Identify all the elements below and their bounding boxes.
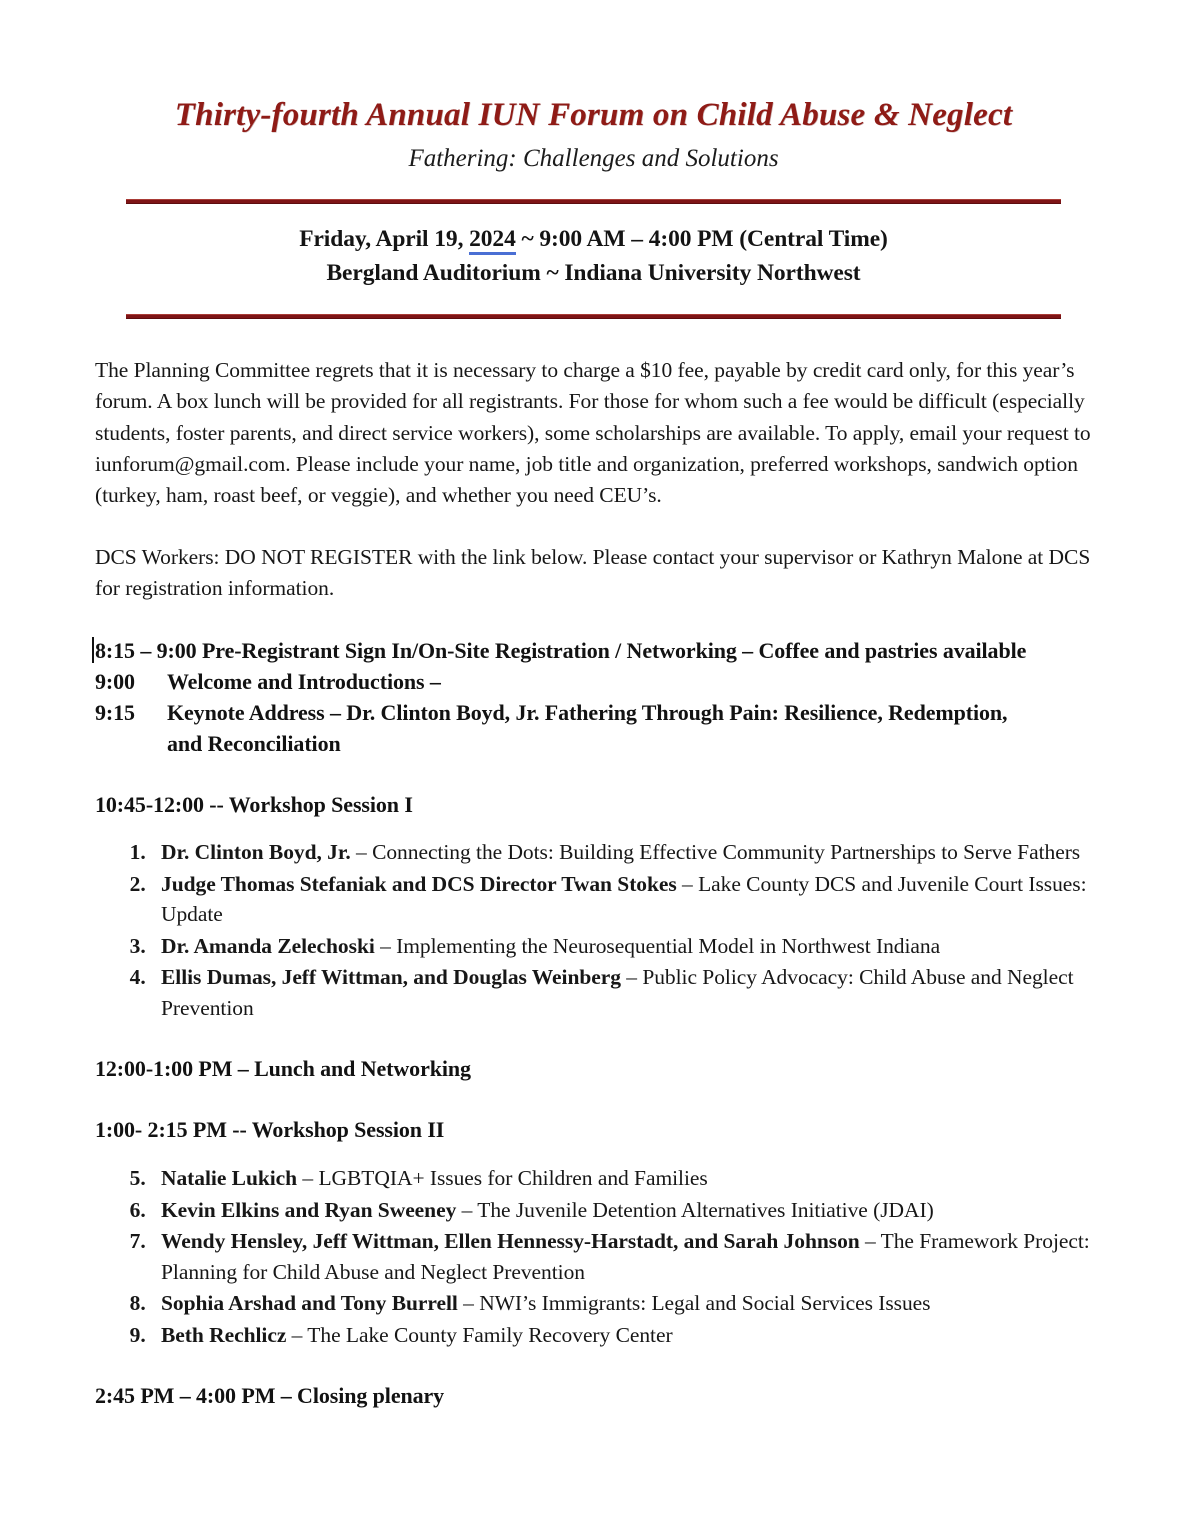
schedule-line-keynote (95, 697, 1095, 728)
page-title: Thirty-fourth Annual IUN Forum on Child Abuse & Neglect (174, 97, 1013, 133)
list-item (151, 1288, 1095, 1319)
workshop-topic: – Lake County DCS and Juvenile Court Issues: Update (161, 871, 1087, 927)
schedule-signin-text: Pre-Registrant Sign In/On-Site Registration / Networking – Coffee and pastries available (201, 637, 1027, 663)
workshop-topic: – NWI’s Immigrants: Legal and Social Services Issues (457, 1291, 931, 1316)
schedule-signin-time: 8:15 – 9:00 (95, 637, 197, 663)
workshop-topic: – The Framework Project: Planning for Child Abuse and Neglect Prevention (161, 1229, 1090, 1284)
closing-line: 2:45 PM – 4:00 PM – Closing plenary (95, 1383, 445, 1409)
event-details (0, 204, 1187, 292)
workshop-topic: – LGBTQIA+ Issues for Children and Families (297, 1166, 708, 1191)
schedule-keynote-time: 9:15 (95, 700, 135, 726)
list-item (151, 1226, 1095, 1287)
workshop-presenter: Judge Thomas Stefaniak and DCS Director Twan Stokes (161, 871, 677, 896)
list-item (151, 869, 1095, 930)
document-header (0, 0, 1187, 174)
workshop-presenter: Ellis Dumas, Jeff Wittman, and Douglas Weinberg (161, 965, 621, 990)
page-subtitle: Fathering: Challenges and Solutions (408, 145, 779, 173)
event-date-line (0, 223, 1187, 256)
session-heading-one: 10:45-12:00 -- Workshop Session I (95, 791, 413, 817)
list-item (151, 837, 1095, 868)
workshop-topic: – The Lake County Family Recovery Center (286, 1322, 673, 1347)
list-item (151, 931, 1095, 962)
workshop-presenter: Kevin Elkins and Ryan Sweeney (161, 1197, 457, 1222)
event-year-smarttag[interactable]: 2024 (469, 226, 516, 255)
list-item (151, 1195, 1095, 1226)
workshop-topic: – The Juvenile Detention Alternatives Initiative (JDAI) (456, 1197, 934, 1222)
workshop-list-session-one (95, 837, 1095, 1023)
event-venue-line: Bergland Auditorium ~ Indiana University Northwest (326, 259, 861, 286)
workshop-topic: – Implementing the Neurosequential Model in Northwest Indiana (374, 933, 941, 958)
lunch-line: 12:00-1:00 PM – Lunch and Networking (95, 1056, 471, 1082)
list-item (151, 1320, 1095, 1351)
workshop-presenter: Dr. Amanda Zelechoski (161, 933, 375, 958)
workshop-presenter: Dr. Clinton Boyd, Jr. (161, 840, 351, 865)
workshop-presenter: Beth Rechlicz (161, 1322, 287, 1347)
text-caret (92, 637, 94, 663)
workshop-presenter: Sophia Arshad and Tony Burrell (161, 1291, 458, 1316)
schedule-line-welcome (95, 666, 1095, 697)
event-date-prefix: Friday, April 19, (299, 226, 470, 253)
event-time-suffix: ~ 9:00 AM – 4:00 PM (Central Time) (515, 226, 888, 253)
workshop-topic: – Connecting the Dots: Building Effective Community Partnerships to Serve Fathers (350, 840, 1081, 865)
workshop-presenter: Wendy Hensley, Jeff Wittman, Ellen Hennessy-Harstadt, and Sarah Johnson (161, 1229, 860, 1254)
workshop-presenter: Natalie Lukich (161, 1166, 298, 1191)
schedule-keynote-continuation: and Reconciliation (167, 731, 341, 757)
session-heading-two: 1:00- 2:15 PM -- Workshop Session II (95, 1117, 445, 1143)
schedule-welcome-time: 9:00 (95, 668, 135, 694)
schedule-line-signin (95, 635, 1095, 666)
schedule-keynote-text: Keynote Address – Dr. Clinton Boyd, Jr. Fathering Through Pain: Resilience, Redemption, (167, 700, 1008, 726)
workshop-list-session-two (95, 1163, 1095, 1350)
fee-notice-paragraph: The Planning Committee regrets that it is necessary to charge a $10 fee, payable by credit card only, for this year’s forum. A box lunch will be provided for all registrants. For those for whom such a fee would be difficult (especially students, foster parents, and direct service workers), some scholarships are available. To apply, email your request to iunforum@gmail.com. Please include your name, job title and organization, preferred workshops, sandwich option (turkey, ham, roast beef, or veggie), and whether you need CEU’s. (95, 357, 1091, 508)
dcs-notice-paragraph: DCS Workers: DO NOT REGISTER with the link below. Please contact your supervisor or Kathryn Malone at DCS for registration information. (95, 544, 1091, 601)
schedule-welcome-text: Welcome and Introductions – (167, 668, 441, 694)
list-item (151, 1163, 1095, 1194)
list-item (151, 962, 1095, 1023)
document-body (0, 319, 1187, 1412)
workshop-topic: – Public Policy Advocacy: Child Abuse and Neglect Prevention (161, 965, 1074, 1020)
